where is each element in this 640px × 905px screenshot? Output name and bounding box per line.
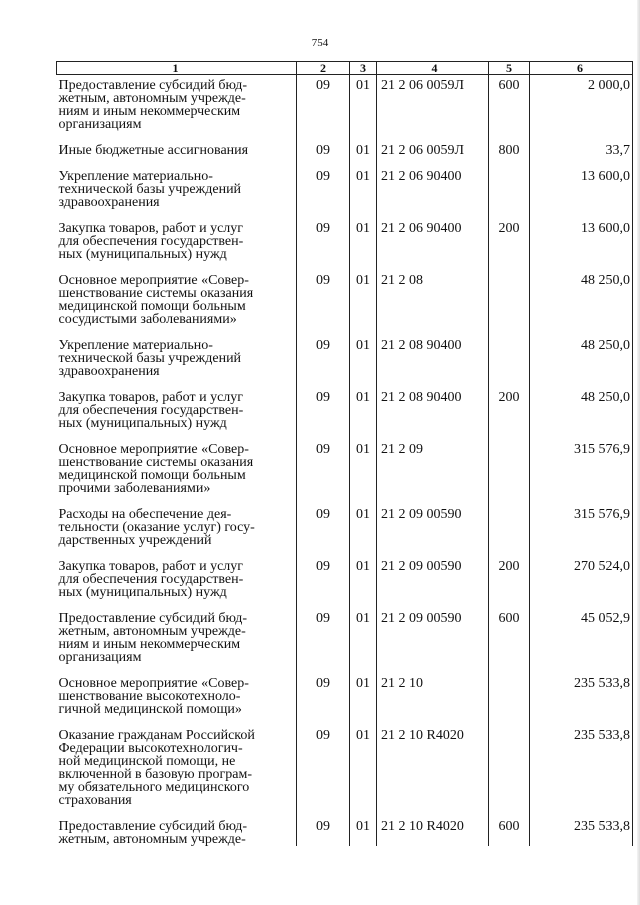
row-subsection: 01 (350, 222, 377, 261)
row-section: 09 (297, 75, 350, 132)
row-amount: 48 250,0 (530, 274, 633, 326)
row-section: 09 (297, 612, 350, 664)
row-section: 09 (297, 339, 350, 378)
row-amount: 45 052,9 (530, 612, 633, 664)
row-amount: 48 250,0 (530, 391, 633, 430)
page-number: 754 (311, 37, 329, 49)
row-name: Предоставление субсидий бюд- жетным, автономным учрежде- (58, 819, 248, 847)
row-expense-type: 600 (489, 75, 530, 132)
table-row (57, 391, 633, 430)
row-subsection: 01 (350, 677, 377, 716)
row-name: Предоставление субсидий бюд- жетным, автономным учрежде- ниям и иным некоммерческим организациям (58, 611, 248, 665)
row-amount: 235 533,8 (530, 820, 633, 846)
row-target-code: 21 2 10 (377, 677, 489, 716)
row-target-code: 21 2 06 90400 (377, 170, 489, 209)
spacer-cell (489, 664, 530, 677)
table-row (57, 677, 633, 716)
row-target-code: 21 2 08 90400 (377, 339, 489, 378)
row-section: 09 (297, 508, 350, 547)
row-amount: 13 600,0 (530, 222, 633, 261)
table-body (57, 75, 633, 847)
spacer-cell (489, 157, 530, 170)
row-name: Иные бюджетные ассигнования (58, 143, 249, 158)
row-target-code: 21 2 08 (377, 274, 489, 326)
row-expense-type: 800 (489, 144, 530, 157)
row-subsection: 01 (350, 170, 377, 209)
row-section: 09 (297, 729, 350, 807)
row-amount: 235 533,8 (530, 677, 633, 716)
row-subsection: 01 (350, 820, 377, 846)
row-amount: 13 600,0 (530, 170, 633, 209)
col-header-4: 4 (377, 62, 489, 75)
row-name: Основное мероприятие «Совер- шенствование высокотехноло- гичной медицинской помощи» (58, 676, 249, 717)
row-subsection: 01 (350, 274, 377, 326)
row-name: Основное мероприятие «Совер- шенствование системы оказания медицинской помощи больным сосудистыми заболеваниями» (58, 273, 254, 327)
row-subsection: 01 (350, 443, 377, 495)
row-expense-type (489, 274, 530, 326)
table-row (57, 729, 633, 807)
row-subsection: 01 (350, 75, 377, 132)
row-section: 09 (297, 560, 350, 599)
row-section: 09 (297, 170, 350, 209)
row-subsection: 01 (350, 391, 377, 430)
col-header-6: 6 (530, 62, 633, 75)
row-amount: 33,7 (530, 144, 633, 157)
spacer-cell (489, 430, 530, 443)
row-expense-type: 200 (489, 222, 530, 261)
row-section: 09 (297, 677, 350, 716)
table-row (57, 612, 633, 664)
row-target-code: 21 2 09 00590 (377, 612, 489, 664)
table-row (57, 170, 633, 209)
spacer-cell (489, 326, 530, 339)
spacer-cell (489, 261, 530, 274)
row-amount: 315 576,9 (530, 443, 633, 495)
spacer-cell (489, 716, 530, 729)
table-row (57, 75, 633, 132)
row-expense-type: 200 (489, 560, 530, 599)
row-name: Закупка товаров, работ и услуг для обеспечения государствен- ных (муниципальных) нужд (58, 559, 244, 600)
row-section: 09 (297, 391, 350, 430)
row-target-code: 21 2 09 00590 (377, 560, 489, 599)
row-name: Закупка товаров, работ и услуг для обеспечения государствен- ных (муниципальных) нужд (58, 221, 244, 262)
col-header-2: 2 (297, 62, 350, 75)
row-section: 09 (297, 144, 350, 157)
row-section: 09 (297, 820, 350, 846)
row-subsection: 01 (350, 339, 377, 378)
row-name: Закупка товаров, работ и услуг для обеспечения государствен- ных (муниципальных) нужд (58, 390, 244, 431)
header-row (57, 62, 633, 75)
row-expense-type (489, 339, 530, 378)
row-target-code: 21 2 09 (377, 443, 489, 495)
row-name: Укрепление материально- технической базы учреждений здравоохранения (58, 338, 242, 379)
budget-table (56, 61, 633, 846)
row-amount: 235 533,8 (530, 729, 633, 807)
row-expense-type (489, 508, 530, 547)
row-name: Предоставление субсидий бюд- жетным, автономным учрежде- ниям и иным некоммерческим организациям (58, 78, 248, 132)
col-header-5: 5 (489, 62, 530, 75)
row-section: 09 (297, 222, 350, 261)
row-subsection: 01 (350, 144, 377, 157)
row-expense-type: 600 (489, 820, 530, 846)
col-header-1: 1 (57, 62, 297, 75)
row-amount: 270 524,0 (530, 560, 633, 599)
row-expense-type (489, 170, 530, 209)
row-subsection: 01 (350, 612, 377, 664)
row-subsection: 01 (350, 508, 377, 547)
row-target-code: 21 2 06 0059Л (377, 144, 489, 157)
row-subsection: 01 (350, 729, 377, 807)
row-expense-type (489, 443, 530, 495)
table-row (57, 560, 633, 599)
row-name: Расходы на обеспечение дея- тельности (оказание услуг) госу- дарственных учреждений (58, 507, 255, 548)
row-target-code: 21 2 10 R4020 (377, 729, 489, 807)
row-target-code: 21 2 10 R4020 (377, 820, 489, 846)
table-row (57, 443, 633, 495)
row-section: 09 (297, 274, 350, 326)
row-subsection: 01 (350, 560, 377, 599)
row-amount: 48 250,0 (530, 339, 633, 378)
row-expense-type (489, 677, 530, 716)
table-row (57, 339, 633, 378)
table-row (57, 274, 633, 326)
row-target-code: 21 2 06 90400 (377, 222, 489, 261)
row-expense-type: 200 (489, 391, 530, 430)
row-expense-type: 600 (489, 612, 530, 664)
table-row (57, 222, 633, 261)
row-section: 09 (297, 443, 350, 495)
row-target-code: 21 2 08 90400 (377, 391, 489, 430)
row-name: Оказание гражданам Российской Федерации высокотехнологич- ной медицинской помощи, не включенной в базовую програм- му обязательного медицинского страхования (58, 728, 255, 808)
row-target-code: 21 2 09 00590 (377, 508, 489, 547)
table-row (57, 820, 633, 846)
table-row (57, 508, 633, 547)
col-header-3: 3 (350, 62, 377, 75)
row-expense-type (489, 729, 530, 807)
row-amount: 2 000,0 (530, 75, 633, 132)
table-row (57, 144, 633, 157)
row-amount: 315 576,9 (530, 508, 633, 547)
row-name: Укрепление материально- технической базы учреждений здравоохранения (58, 169, 242, 210)
row-name: Основное мероприятие «Совер- шенствование системы оказания медицинской помощи больным прочими заболеваниями» (58, 442, 254, 496)
row-target-code: 21 2 06 0059Л (377, 75, 489, 132)
spacer-cell (489, 495, 530, 508)
